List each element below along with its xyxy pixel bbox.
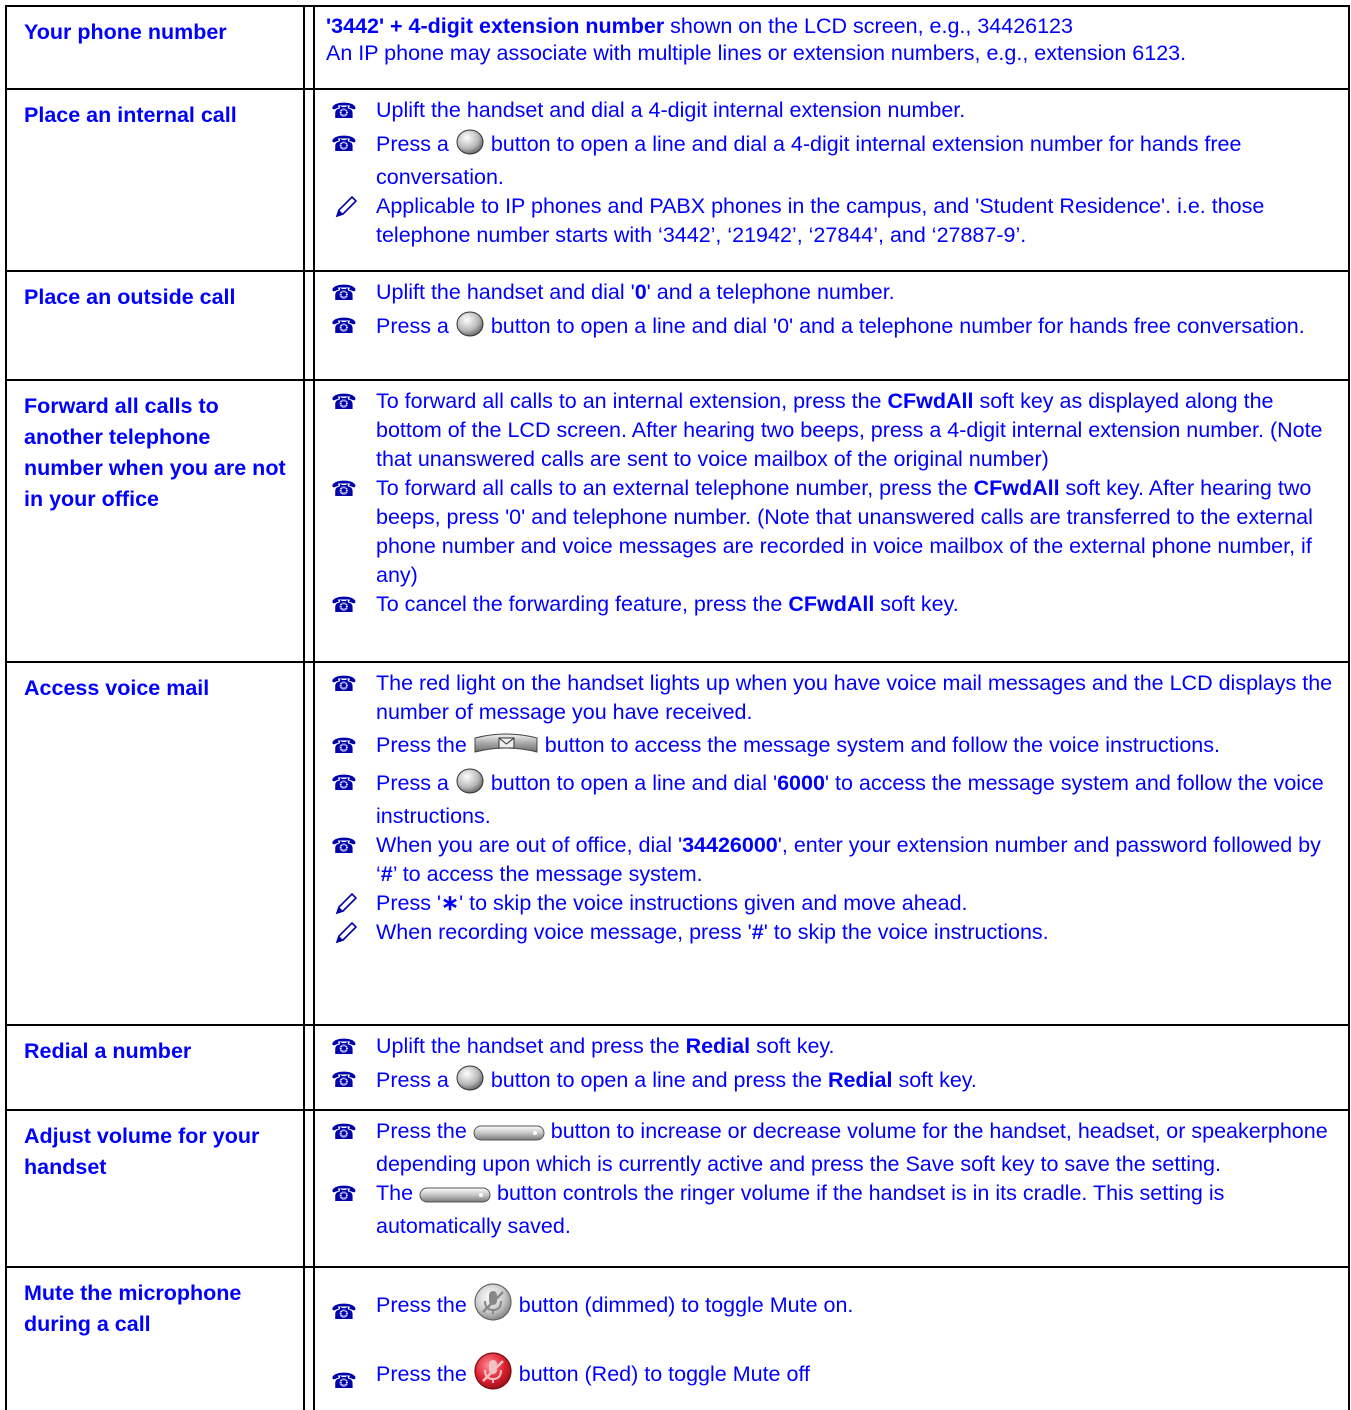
phone-icon: ☎	[330, 1300, 358, 1324]
list-item: ☎ To forward all calls to an internal extension, press the CFwdAll soft key as displayed along the bottom of the LCD screen. After hearing two beeps, press a 4-digit internal extension number. (Note that unanswered calls are sent to voice mailbox of the original number)	[326, 387, 1338, 474]
list-item: ☎ The button controls the ringer volume if the handset is in its cradle. This setting is automatically saved.	[326, 1179, 1338, 1241]
list-item: ☎ Uplift the handset and dial a 4-digit internal extension number.	[326, 96, 1338, 125]
list-item: ☎ Press the button to access the message system and follow the voice instructions.	[326, 731, 1338, 764]
phone-icon: ☎	[330, 1035, 358, 1059]
phone-icon: ☎	[330, 1068, 358, 1092]
line-button-icon	[455, 311, 485, 345]
list-item: When recording voice message, press '#' to skip the voice instructions.	[326, 918, 1338, 947]
list-item: ☎ To cancel the forwarding feature, press the CFwdAll soft key.	[326, 590, 1338, 619]
pencil-icon	[326, 193, 362, 219]
row-label: Mute the microphone during a call	[24, 1281, 242, 1336]
list-item: ☎ Press the button (Red) to toggle Mute off	[326, 1351, 1338, 1406]
line-button-icon	[455, 129, 485, 163]
table-row	[5, 272, 1350, 381]
line-button-icon	[455, 768, 485, 802]
phone-icon: ☎	[330, 1182, 358, 1206]
phone-icon: ☎	[330, 834, 358, 858]
phone-icon: ☎	[330, 1120, 358, 1144]
list-item: ☎ When you are out of office, dial '34426000', enter your extension number and password followed by ‘#’ to access the message system.	[326, 831, 1338, 889]
list-item: ☎ Uplift the handset and press the Redial soft key.	[326, 1032, 1338, 1061]
list-item: ☎ Uplift the handset and dial '0' and a telephone number.	[326, 278, 1338, 307]
row-label: Place an outside call	[24, 285, 236, 309]
list-item: ☎ Press a button to open a line and press the Redial soft key.	[326, 1065, 1338, 1099]
row-label: Forward all calls to another telephone number when you are not in your office	[24, 394, 286, 511]
table-row	[5, 1026, 1350, 1111]
list-item: ☎ Press a button to open a line and dial a 4-digit internal extension number for hands free conversation.	[326, 129, 1338, 192]
pencil-icon	[326, 919, 362, 945]
table-row	[5, 5, 1350, 90]
list-item: Press '∗' to skip the voice instructions given and move ahead.	[326, 889, 1338, 918]
phone-icon: ☎	[330, 132, 358, 156]
row-label: Your phone number	[24, 20, 227, 44]
phone-icon: ☎	[330, 314, 358, 338]
phone-icon: ☎	[330, 593, 358, 617]
phone-icon: ☎	[330, 281, 358, 305]
table-row	[5, 663, 1350, 1026]
phone-icon: ☎	[330, 477, 358, 501]
row-label: Adjust volume for your handset	[24, 1124, 260, 1179]
table-row	[5, 90, 1350, 272]
row-label: Place an internal call	[24, 103, 237, 127]
line-button-icon	[455, 1065, 485, 1099]
content-line: '3442' + 4-digit extension number shown on the LCD screen, e.g., 34426123	[326, 14, 1073, 38]
table-row	[5, 1111, 1350, 1268]
mute-red-icon	[473, 1351, 513, 1406]
content-line: An IP phone may associate with multiple lines or extension numbers, e.g., extension 6123.	[326, 41, 1187, 65]
phone-icon: ☎	[330, 734, 358, 758]
list-item: Applicable to IP phones and PABX phones in the campus, and 'Student Residence'. i.e. those telephone number starts with ‘3442’, ‘21942’, ‘27844’, and ‘27887-9’.	[326, 192, 1338, 250]
table-row	[5, 381, 1350, 663]
volume-bar-icon	[419, 1183, 491, 1212]
phone-quick-reference	[5, 5, 1350, 1410]
row-label: Redial a number	[24, 1039, 192, 1063]
list-item: ☎ Press a button to open a line and dial '0' and a telephone number for hands free conversation.	[326, 311, 1338, 345]
phone-icon: ☎	[330, 672, 358, 696]
phone-icon: ☎	[330, 771, 358, 795]
messages-button-icon	[473, 732, 539, 764]
phone-icon: ☎	[330, 390, 358, 414]
row-label: Access voice mail	[24, 676, 210, 700]
list-item: ☎ Press the button to increase or decrease volume for the handset, headset, or speakerphone depending upon which is currently active and press the Save soft key to save the setting.	[326, 1117, 1338, 1179]
phone-icon: ☎	[330, 1369, 358, 1393]
pencil-icon	[326, 890, 362, 916]
list-item: ☎ To forward all calls to an external telephone number, press the CFwdAll soft key. After hearing two beeps, press '0' and telephone number. (Note that unanswered calls are transferred to the external phone number and voice messages are recorded in voice mailbox of the external phone number, if any)	[326, 474, 1338, 590]
volume-bar-icon	[473, 1121, 545, 1150]
phone-icon: ☎	[330, 99, 358, 123]
reference-table	[5, 5, 1350, 1410]
list-item: ☎ Press the button (dimmed) to toggle Mute on.	[326, 1282, 1338, 1337]
mute-dimmed-icon	[473, 1282, 513, 1337]
list-item: ☎ The red light on the handset lights up when you have voice mail messages and the LCD displays the number of message you have received.	[326, 669, 1338, 727]
list-item: ☎ Press a button to open a line and dial '6000' to access the message system and follow the voice instructions.	[326, 768, 1338, 831]
